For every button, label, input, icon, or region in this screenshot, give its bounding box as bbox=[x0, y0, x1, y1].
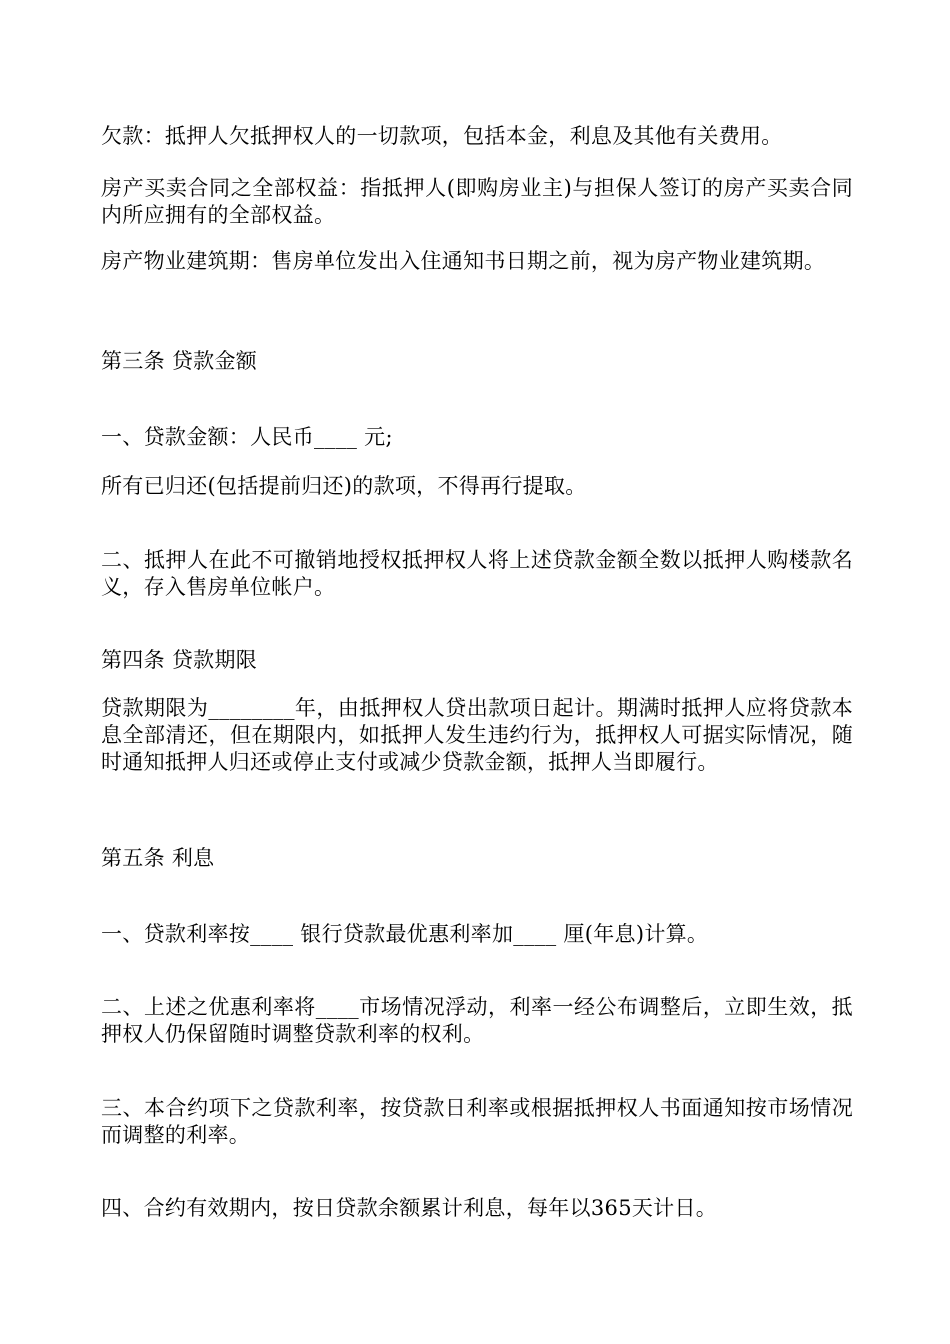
paragraph-no-redraw: 所有已归还(包括提前归还)的款项，不得再行提取。 bbox=[101, 474, 587, 498]
paragraph-loan-term: 贷款期限为________年，由抵押权人贷出款项日起计。期满时抵押人应将贷款本息全部清还，但在期限内，如抵押人发生违约行为，抵押权人可据实际情况，随时通知抵押人归还或停止支付或减少贷款金额，抵押人当即履行。 bbox=[101, 696, 853, 774]
paragraph-construction-period-definition: 房产物业建筑期：售房单位发出入住通知书日期之前，视为房产物业建筑期。 bbox=[101, 249, 826, 273]
paragraph-rate-float: 二、上述之优惠利率将____市场情况浮动，利率一经公布调整后，立即生效，抵押权人仍保留随时调整贷款利率的权利。 bbox=[101, 995, 853, 1046]
paragraph-contract-rights-definition: 房产买卖合同之全部权益：指抵押人(即购房业主)与担保人签订的房产买卖合同内所应拥有的全部权益。 bbox=[101, 176, 853, 227]
section-heading-article-3: 第三条 贷款金额 bbox=[101, 349, 258, 373]
section-heading-article-5: 第五条 利息 bbox=[101, 846, 215, 870]
paragraph-debt-definition: 欠款：抵押人欠抵押权人的一切款项，包括本金，利息及其他有关费用。 bbox=[101, 124, 783, 148]
paragraph-interest-rate: 一、贷款利率按____ 银行贷款最优惠利率加____ 厘(年息)计算。 bbox=[101, 922, 709, 946]
paragraph-interest-calculation: 四、合约有效期内，按日贷款余额累计利息，每年以365天计日。 bbox=[101, 1196, 718, 1220]
paragraph-authorization: 二、抵押人在此不可撤销地授权抵押权人将上述贷款金额全数以抵押人购楼款名义，存入售房单位帐户。 bbox=[101, 548, 853, 599]
paragraph-loan-amount: 一、贷款金额：人民币____ 元; bbox=[101, 425, 393, 449]
paragraph-rate-basis: 三、本合约项下之贷款利率，按贷款日利率或根据抵押权人书面通知按市场情况而调整的利率。 bbox=[101, 1096, 853, 1147]
section-heading-article-4: 第四条 贷款期限 bbox=[101, 648, 258, 672]
